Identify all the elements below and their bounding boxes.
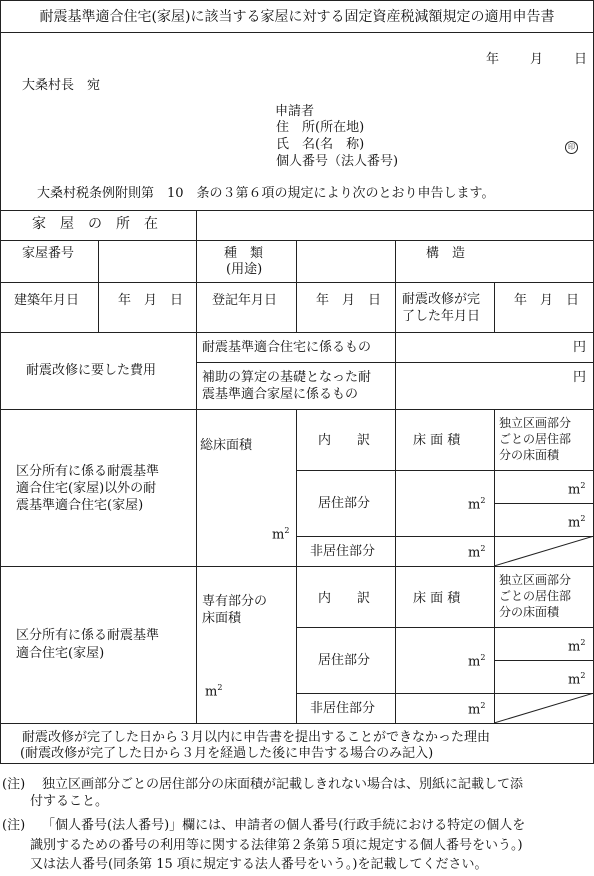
section2-label-2: 適合住宅(家屋) [16,646,105,661]
cost-row2-label-1: 補助の算定の基礎となった耐 [202,370,372,385]
s2-non-residential-label: 非居住部分 [310,701,376,716]
s2-breakdown-label: 内 訳 [318,591,371,606]
v-r1d [395,240,396,332]
diagonal-s1 [494,536,594,566]
rule-location [0,210,594,211]
completed-date-value[interactable]: 年 月 日 [514,293,580,308]
section1-label-2: 適合住宅(家屋)以外の耐 [16,481,157,496]
s1-non-residential-unit: $m^2$ [468,544,486,561]
total-floor-label: 総床面積 [200,438,253,453]
s1-independent-unit-2: $m^2$ [568,514,586,531]
cost-row1-yen: 円 [573,340,587,355]
completed-label-2: 了した年月日 [402,309,481,324]
section1-label-1: 区分所有に係る耐震基準 [16,464,160,479]
v-cost [196,332,197,409]
v-sec-d [494,409,495,723]
s2-header-rule [296,627,594,628]
s2-independent-label-3: 分の床面積 [499,605,560,619]
s1-independent-label-3: 分の床面積 [499,448,560,462]
applicant-address: 住 所(所在地) [276,120,365,135]
s1-sub-rule1 [494,503,594,504]
date-day: 日 [574,52,588,67]
s1-independent-unit-1: $m^2$ [568,481,586,498]
note2-line3: 又は法人番号(同条第 15 項に規定する法人番号をいう。)を記載してください。 [30,857,488,872]
type-label-1: 種 類 [224,246,264,261]
private-floor-label-1: 専有部分の [202,594,268,609]
applicant-number: 個人番号（法人番号) [276,154,399,169]
v-sec-a [196,409,197,723]
v-r1e [494,282,495,332]
cost-row1-label: 耐震基準適合住宅に係るもの [202,340,372,355]
built-date-label: 建築年月日 [14,293,80,308]
rule-reason [0,723,594,724]
section2-label-1: 区分所有に係る耐震基準 [16,628,160,643]
reason-label-1: 耐震改修が完了した日から３月以内に申告書を提出することができなかった理由 [22,730,491,745]
applicant-label: 申請者 [275,104,315,119]
s1-residential-unit: $m^2$ [468,496,486,513]
private-floor-unit: $m^2$ [205,683,223,700]
rule-section1 [0,409,594,410]
structure-label: 構 造 [426,246,466,261]
built-date-value[interactable]: 年 月 日 [118,293,184,308]
s2-independent-label-1: 独立区画部分 [499,573,572,587]
declaration: 大桑村税条例附則第 10 条の３第６項の規定により次のとおり申告します。 [37,186,495,201]
rule-dates [0,282,594,283]
note1-line1: 独立区画部分ごとの居住部分の床面積が記載しきれない場合は、別紙に記載して添 [42,777,524,792]
v-r1c [296,240,297,332]
note2-mark: (注) [2,818,26,833]
note1-mark: (注) [2,777,26,792]
total-floor-unit: $m^2$ [272,526,290,543]
s1-floor-area-label: 床 面 積 [413,433,461,448]
s2-sub-rule1 [494,660,594,661]
applicant-name: 氏 名(名 称) [276,137,365,152]
v-sec-c [395,409,396,723]
v-sec-b [296,409,297,723]
location-label: 家 屋 の 所 在 [32,216,158,232]
cost-label: 耐震改修に要した費用 [26,363,157,378]
section1-label-3: 震基準適合住宅(家屋) [16,498,144,513]
s1-residential-label: 居住部分 [318,496,371,511]
rule-cost [0,332,594,333]
addressee: 大桑村長 宛 [22,78,101,93]
s2-independent-unit-2: $m^2$ [568,671,586,688]
cost-row2-yen: 円 [573,370,587,385]
rule-section2 [0,566,594,567]
type-label-2: (用途) [226,262,263,277]
note2-line1: 「個人番号(法人番号)」欄には、申請者の個人番号(行政手続における特定の個人を [42,818,526,833]
v-r1a [98,240,99,332]
s2-floor-area-label: 床 面 積 [413,591,461,606]
completed-label-1: 耐震改修が完 [402,292,481,307]
rule-house-number [0,240,594,241]
s2-residential-unit: $m^2$ [468,653,486,670]
s1-independent-label-1: 独立区画部分 [499,416,572,430]
house-number-label: 家屋番号 [22,246,75,261]
date-month: 月 [530,52,544,67]
seal-icon: 印 [565,138,578,154]
v-cost-amt [395,332,396,409]
private-floor-label-2: 床面積 [202,611,242,626]
v-r1b [196,240,197,332]
registered-date-label: 登記年月日 [212,293,278,308]
s2-independent-label-2: ごとの居住部 [499,589,572,603]
s1-header-rule [296,470,594,471]
s2-residential-label: 居住部分 [318,653,371,668]
v-location [196,210,197,240]
note2-line2: 識別するための番号の利用等に関する法律第２条第５項に規定する個人番号をいう。) [30,838,523,853]
page-title: 耐震基準適合住宅(家屋)に該当する家屋に対する固定資産税減額規定の適用申告書 [39,9,555,25]
title-rule [0,32,594,33]
diagonal-s2 [494,693,594,723]
cost-row2-label-2: 震基準適合家屋に係るもの [202,387,359,402]
s1-independent-label-2: ごとの居住部 [499,432,572,446]
registered-date-value[interactable]: 年 月 日 [316,293,382,308]
date-year: 年 [486,52,500,67]
s2-independent-unit-1: $m^2$ [568,638,586,655]
s2-non-residential-unit: $m^2$ [468,701,486,718]
s1-non-residential-label: 非居住部分 [310,544,376,559]
reason-label-2: (耐震改修が完了した日から３月を経過した後に申告する場合のみ記入) [20,746,434,761]
note1-line2: 付すること。 [30,794,109,809]
s1-breakdown-label: 内 訳 [318,433,371,448]
